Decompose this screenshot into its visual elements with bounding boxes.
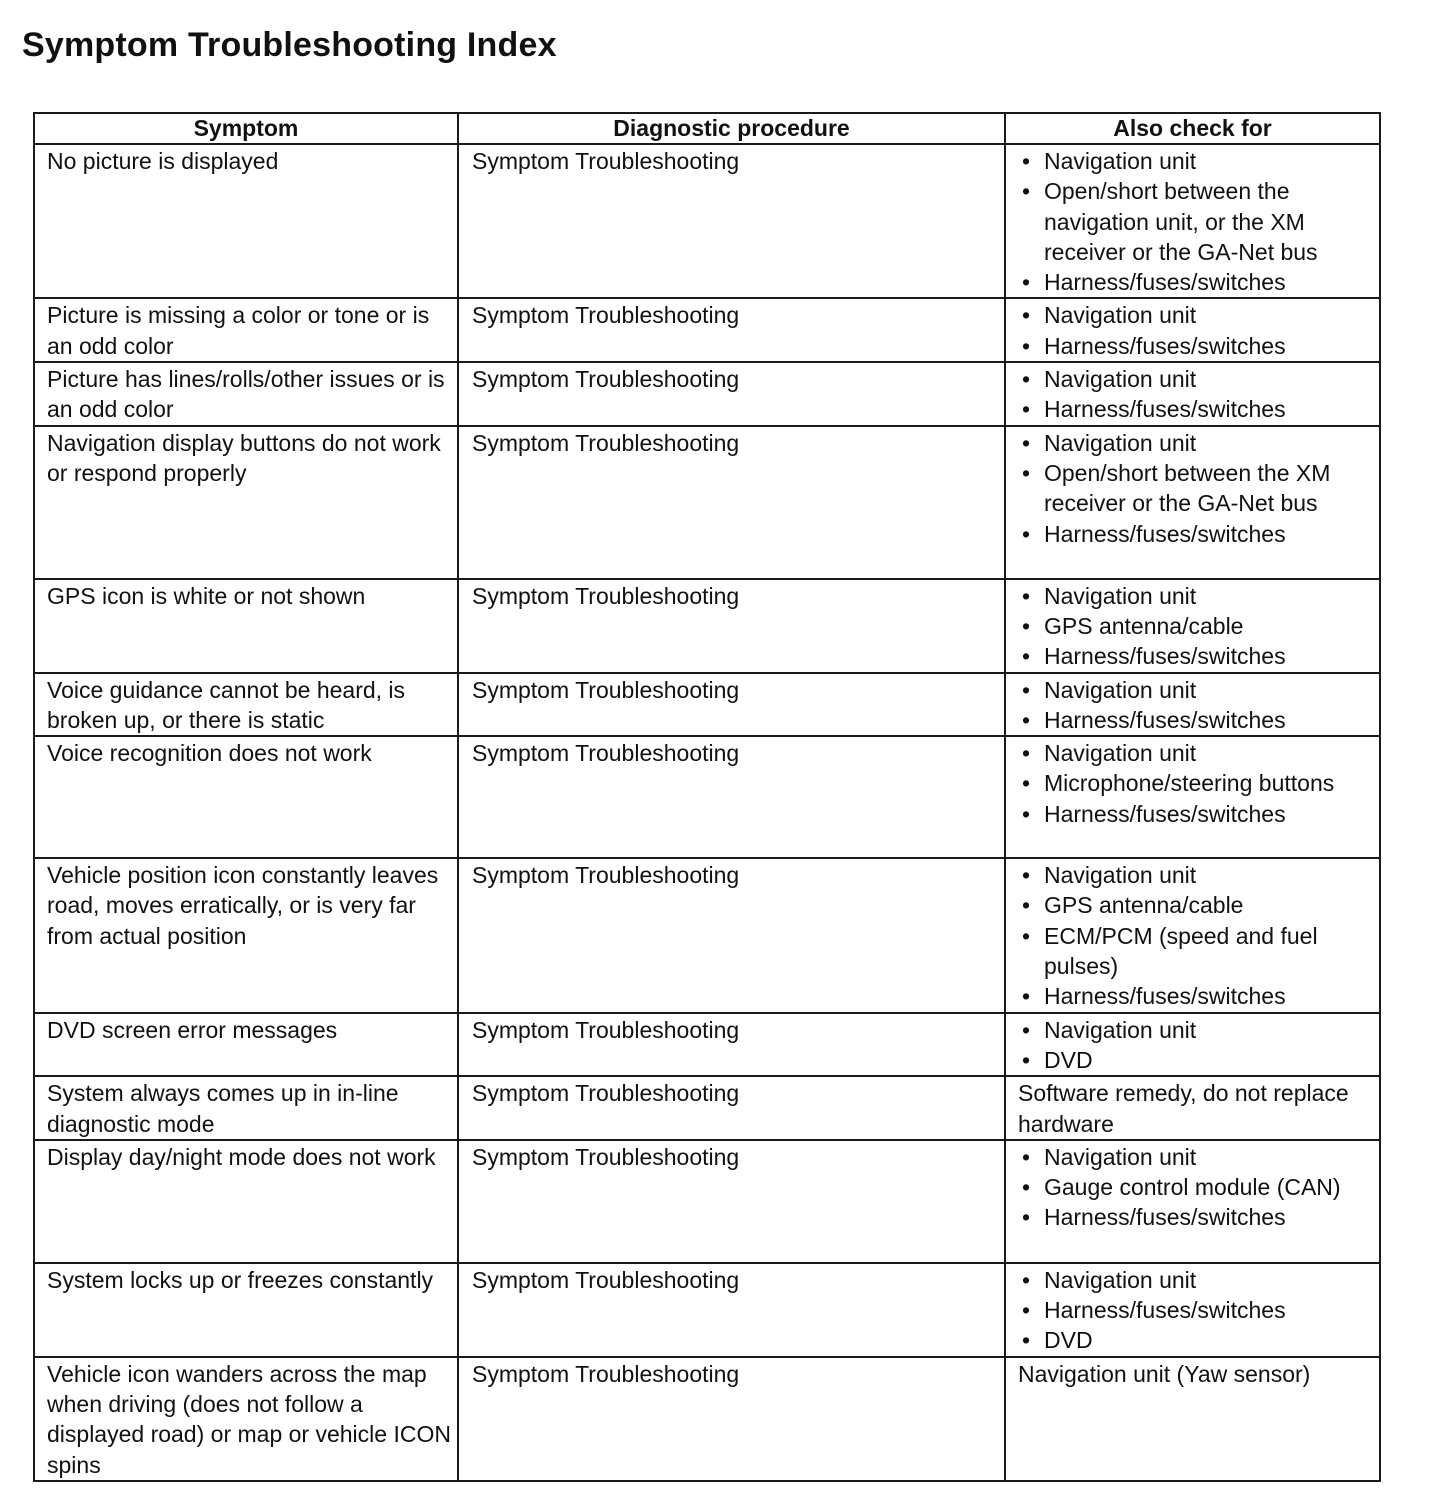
- table-row: [34, 579, 1380, 673]
- also-check-cell: [1005, 858, 1380, 1012]
- table-row: [34, 426, 1380, 579]
- check-item: • GPS antenna/cable: [1018, 611, 1371, 641]
- check-list: [1018, 364, 1371, 425]
- diagnostic-procedure-cell: Symptom Troubleshooting: [458, 736, 1005, 858]
- also-check-cell: [1005, 736, 1380, 858]
- table-row: [34, 144, 1380, 298]
- symptom-cell: Picture has lines/rolls/other issues or is an odd color: [34, 362, 458, 426]
- check-item: • Navigation unit: [1018, 300, 1371, 330]
- check-list: [1018, 428, 1371, 549]
- table-row: [34, 858, 1380, 1012]
- symptom-cell: No picture is displayed: [34, 144, 458, 298]
- check-item: • Open/short between the navigation unit, or the XM receiver or the GA-Net bus: [1018, 176, 1371, 267]
- check-item: • Harness/fuses/switches: [1018, 519, 1371, 549]
- symptom-cell: Display day/night mode does not work: [34, 1140, 458, 1263]
- also-check-cell: [1005, 1263, 1380, 1357]
- also-check-cell: [1005, 362, 1380, 426]
- check-list: [1018, 1015, 1371, 1076]
- check-item: • Harness/fuses/switches: [1018, 705, 1371, 735]
- check-item: • Gauge control module (CAN): [1018, 1172, 1371, 1202]
- header-symptom: Symptom: [34, 113, 458, 144]
- check-list: [1018, 1142, 1371, 1233]
- diagnostic-procedure-cell: Symptom Troubleshooting: [458, 1076, 1005, 1140]
- check-item: • Harness/fuses/switches: [1018, 641, 1371, 671]
- check-item: • Navigation unit: [1018, 364, 1371, 394]
- check-item: • Navigation unit: [1018, 1265, 1371, 1295]
- table-row: [34, 1076, 1380, 1140]
- check-item: • GPS antenna/cable: [1018, 890, 1371, 920]
- also-check-cell: [1005, 1357, 1380, 1481]
- symptom-cell: System always comes up in in-line diagnostic mode: [34, 1076, 458, 1140]
- check-item: • Harness/fuses/switches: [1018, 394, 1371, 424]
- check-list: [1018, 1265, 1371, 1356]
- also-check-cell: [1005, 579, 1380, 673]
- check-item: • Open/short between the XM receiver or the GA-Net bus: [1018, 458, 1371, 519]
- table-row: [34, 736, 1380, 858]
- check-item: • Harness/fuses/switches: [1018, 1202, 1371, 1232]
- header-also-check-for: Also check for: [1005, 113, 1380, 144]
- diagnostic-procedure-cell: Symptom Troubleshooting: [458, 673, 1005, 737]
- check-list: [1018, 581, 1371, 672]
- also-check-cell: [1005, 673, 1380, 737]
- symptom-cell: Vehicle position icon constantly leaves road, moves erratically, or is very far from actual position: [34, 858, 458, 1012]
- diagnostic-procedure-cell: Symptom Troubleshooting: [458, 1013, 1005, 1077]
- check-item: • Navigation unit: [1018, 428, 1371, 458]
- check-text: Software remedy, do not replace hardware: [1018, 1080, 1349, 1137]
- check-text: Navigation unit (Yaw sensor): [1018, 1360, 1311, 1387]
- table-row: [34, 1140, 1380, 1263]
- check-item: • Navigation unit: [1018, 675, 1371, 705]
- also-check-cell: [1005, 144, 1380, 298]
- check-list: [1018, 860, 1371, 1011]
- also-check-cell: [1005, 1140, 1380, 1263]
- check-item: • Navigation unit: [1018, 1015, 1371, 1045]
- diagnostic-procedure-cell: Symptom Troubleshooting: [458, 298, 1005, 362]
- table-row: [34, 673, 1380, 737]
- diagnostic-procedure-cell: Symptom Troubleshooting: [458, 1357, 1005, 1481]
- symptom-cell: Navigation display buttons do not work or respond properly: [34, 426, 458, 579]
- check-item: • Navigation unit: [1018, 1142, 1371, 1172]
- check-list: [1018, 738, 1371, 829]
- symptom-cell: Vehicle icon wanders across the map when driving (does not follow a displayed road) or map or vehicle ICON spins: [34, 1357, 458, 1481]
- check-item: • Navigation unit: [1018, 860, 1371, 890]
- symptom-cell: Voice guidance cannot be heard, is broken up, or there is static: [34, 673, 458, 737]
- check-list: [1018, 146, 1371, 297]
- symptom-index-table: [33, 112, 1381, 1482]
- header-diagnostic-procedure: Diagnostic procedure: [458, 113, 1005, 144]
- check-item: • Navigation unit: [1018, 146, 1371, 176]
- diagnostic-procedure-cell: Symptom Troubleshooting: [458, 144, 1005, 298]
- also-check-cell: [1005, 1076, 1380, 1140]
- also-check-cell: [1005, 426, 1380, 579]
- diagnostic-procedure-cell: Symptom Troubleshooting: [458, 1140, 1005, 1263]
- diagnostic-procedure-cell: Symptom Troubleshooting: [458, 858, 1005, 1012]
- check-list: [1018, 675, 1371, 736]
- table-row: [34, 1357, 1380, 1481]
- check-item: • Microphone/steering buttons: [1018, 768, 1371, 798]
- table-row: [34, 1013, 1380, 1077]
- table-row: [34, 1263, 1380, 1357]
- symptom-cell: Voice recognition does not work: [34, 736, 458, 858]
- also-check-cell: [1005, 298, 1380, 362]
- diagnostic-procedure-cell: Symptom Troubleshooting: [458, 579, 1005, 673]
- check-item: • ECM/PCM (speed and fuel pulses): [1018, 921, 1371, 982]
- also-check-cell: [1005, 1013, 1380, 1077]
- check-item: • Harness/fuses/switches: [1018, 331, 1371, 361]
- diagnostic-procedure-cell: Symptom Troubleshooting: [458, 362, 1005, 426]
- check-item: • Navigation unit: [1018, 738, 1371, 768]
- diagnostic-procedure-cell: Symptom Troubleshooting: [458, 426, 1005, 579]
- table-row: [34, 362, 1380, 426]
- check-item: • Harness/fuses/switches: [1018, 981, 1371, 1011]
- table-header-row: [34, 113, 1380, 144]
- check-item: • Navigation unit: [1018, 581, 1371, 611]
- symptom-cell: Picture is missing a color or tone or is an odd color: [34, 298, 458, 362]
- check-list: [1018, 300, 1371, 361]
- symptom-cell: System locks up or freezes constantly: [34, 1263, 458, 1357]
- check-item: • Harness/fuses/switches: [1018, 1295, 1371, 1325]
- check-item: • DVD: [1018, 1045, 1371, 1075]
- diagnostic-procedure-cell: Symptom Troubleshooting: [458, 1263, 1005, 1357]
- check-item: • Harness/fuses/switches: [1018, 267, 1371, 297]
- check-item: • Harness/fuses/switches: [1018, 799, 1371, 829]
- table-row: [34, 298, 1380, 362]
- symptom-cell: GPS icon is white or not shown: [34, 579, 458, 673]
- symptom-cell: DVD screen error messages: [34, 1013, 458, 1077]
- check-item: • DVD: [1018, 1325, 1371, 1355]
- page-title: Symptom Troubleshooting Index: [22, 26, 557, 64]
